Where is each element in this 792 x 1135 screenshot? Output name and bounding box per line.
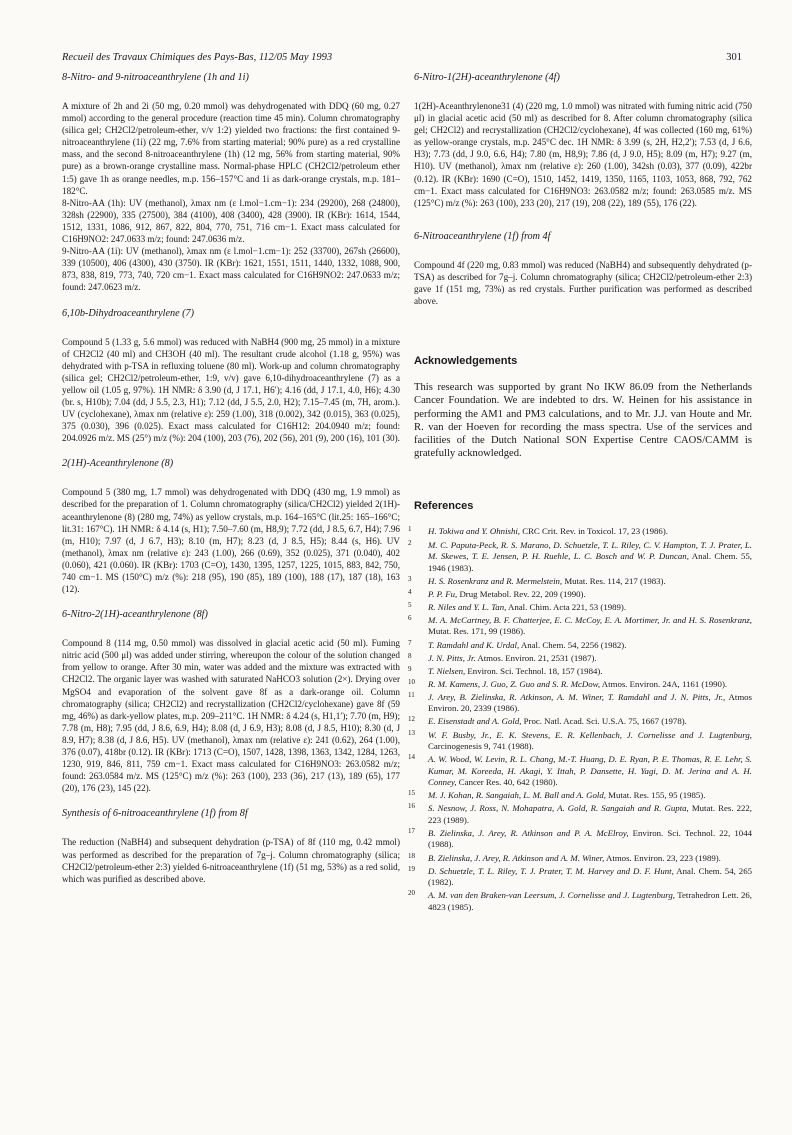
reference-authors: A. W. Wood, W. Levin, R. L. Chang, M.-T. Huang, D. E. Ryan, P. E. Thomas, R. E. Lehr, S. Kumar, M. Koreeda, H. Akagi, Y. Ittah, P. Dansette, H. Yagi, D. M. Jerina and A. H. Conney, (428, 754, 752, 788)
reference-authors: R. Niles and Y. L. Tan, (428, 601, 507, 612)
reference-authors: S. Nesnow, J. Ross, N. Mohapatra, A. Gold, R. Sangaiah and R. Gupta, (428, 803, 689, 814)
reference-source: Drug Metabol. Rev. 22, 209 (1990). (457, 588, 586, 599)
reference-number: 14 (408, 753, 415, 762)
section-title-compound-7: 6,10b-Dihydroaceanthrylene (7) (62, 307, 195, 319)
reference-number: 9 (408, 664, 412, 673)
reference-authors: T. Nielsen, (428, 665, 466, 676)
reference-authors: T. Ramdahl and K. Urdal, (428, 639, 520, 650)
reference-number: 4 (408, 587, 412, 596)
reference-item (408, 587, 752, 601)
page-number: 301 (726, 52, 742, 63)
reference-item (408, 525, 752, 538)
reference-item (408, 677, 752, 691)
reference-source: Anal. Chem. 54, 2256 (1982). (519, 639, 627, 650)
paragraph-1f-from-4f: Compound 4f (220 mg, 0.83 mmol) was reduced (NaBH4) and subsequently dehydrated (p-TSA) as described for 7g–j. Column chromatography (silica; CH2Cl2/petroleum-ether 2:3) gave 1f (151 mg, 73%) as red crystals. Further purification was performed as described above. (414, 259, 752, 307)
reference-item (408, 728, 752, 753)
reference-number: 10 (408, 677, 415, 686)
reference-number: 5 (408, 600, 412, 609)
running-header (62, 52, 742, 63)
reference-number: 19 (408, 864, 415, 873)
reference-authors: B. Zielinska, J. Arey, R. Atkinson and P. A. McElroy, (428, 827, 629, 838)
reference-authors: H. S. Rosenkranz and R. Mermelstein, (428, 575, 563, 586)
reference-authors: M. J. Kohan, R. Sangaiah, L. M. Ball and A. Gold, (428, 790, 606, 801)
reference-source: Atmos. Environ. 24A, 1161 (1990). (600, 678, 728, 689)
reference-source: Tetrahedron Lett. 26, 4823 (1985). (428, 890, 752, 912)
paragraph-compound-8f: Compound 8 (114 mg, 0.50 mmol) was dissolved in glacial acetic acid (50 ml). Fuming nitric acid (500 μl) was added under stirring, whereupon the colour of the solution changed from yellow to orange. After 30 min, water was added and the mixture was extracted with CH2Cl2. The organic layer was washed with saturated NaHCO3 solution (2×). Drying over MgSO4 and evaporation of the solvent gave 8f as a dark-orange oil. Column chromatography (silica; CH2Cl2) and recrystallization (CH2Cl2/cyclohexane) gave 8f (59 mg, 46%) as dark-yellow plates, m.p. 209–211°C. 1H NMR: δ 4.24 (s, H1,1′); 7.70 (m, H9); 7.78 (m, H8); 7.95 (dd, J 8.6, 6.9, H4); 8.08 (d, J 6.9, H3); 8.08 (d, J 8.5, H10); 8.30 (d, J 8.9, H7); 8.38 (d, J 8.6, H5). UV (methanol), λmax nm (relative ε): 241 (0.62), 264 (1.00), 376 (0.07), 418br (0.12). IR (KBr): 1713 (C=O), 1507, 1428, 1398, 1363, 1342, 1284, 1263, 1230, 919, 846, 811, 759 cm−1. Exact mass calculated for C16H9NO3: 263.0582 m/z; found: 263.0584 m/z. MS (125°C) m/z (%): 263 (100), 233 (36), 217 (13), 189 (65), 177 (20), 176 (23), 145 (22). (62, 638, 400, 794)
reference-number: 13 (408, 728, 415, 737)
reference-source: Anal. Chem. 55, 1946 (1983). (428, 551, 752, 573)
reference-authors: J. N. Pitts, Jr. (428, 652, 476, 663)
reference-number: 3 (408, 574, 412, 583)
section-title-compound-8: 2(1H)-Aceanthrylenone (8) (62, 458, 174, 470)
reference-item (408, 864, 752, 889)
reference-item (408, 826, 752, 851)
reference-number: 2 (408, 538, 412, 547)
reference-authors: J. Arey, B. Zielinska, R. Atkinson, A. M. Winer, T. Ramdahl and J. N. Pitts, Jr., (428, 691, 726, 702)
reference-source: Proc. Natl. Acad. Sci. U.S.A. 75, 1667 (1978). (521, 716, 687, 727)
reference-authors: R. M. Kamens, J. Guo, Z. Guo and S. R. McDow, (428, 678, 601, 689)
references-list (408, 525, 752, 913)
reference-item (408, 613, 752, 638)
reference-number: 8 (408, 651, 412, 660)
reference-item (408, 638, 752, 652)
acknowledgements-heading: Acknowledgements (414, 355, 518, 368)
reference-source: Atmos Environ. 20, 2339 (1986). (428, 691, 752, 714)
reference-item (408, 715, 752, 728)
reference-source: Anal. Chem. 54, 265 (1982). (428, 865, 752, 888)
reference-number: 18 (408, 851, 415, 860)
reference-source: Mutat. Res. 171, 99 (1986). (428, 626, 526, 637)
paragraph-1h-data: 8-Nitro-AA (1h): UV (methanol), λmax nm (ε l.mol−1.cm−1): 234 (29200), 268 (24800), 328sh (22900), 335 (27500), 384 (4100), 408 (3400), 428 (3900). IR (KBr): 1614, 1544, 1512, 1331, 1086, 912, 867, 822, 804, 770, 751, 716 cm−1. Exact mass calculated for C16H9NO2: 247.0633 m/z; found: 247.0636 m/z. (62, 197, 400, 245)
reference-item (408, 574, 752, 588)
journal-citation: Recueil des Travaux Chimiques des Pays-Bas, 112/05 May 1993 (62, 52, 333, 63)
reference-source: Cancer Res. 40, 642 (1980). (456, 777, 558, 788)
reference-item (408, 651, 752, 665)
reference-authors: A. M. van den Braken-van Leersum, J. Cornelisse and J. Lugtenburg, (428, 890, 675, 901)
left-column (62, 72, 400, 898)
paragraph-compound-4f: 1(2H)-Aceanthrylenone31 (4) (220 mg, 1.0 mmol) was nitrated with fuming nitric acid (750 μl) in glacial acetic acid (50 ml) as described for 8. After column chromatography (silica gel; CH2Cl2) and recrystallization (CH2Cl2/cyclohexane), 4f was collected (160 mg, 61%) as yellow-orange crystals, m.p. 245°C dec. 1H NMR: δ 3.99 (s, 2H, H2,2′); 7.53 (d, J 6.6, H3); 7.73 (dd, J 9.0, 6.6, H4); 7.80 (m, H8,9); 7.86 (d, J 9.0, H5); 8.09 (m, H7); 9.27 (m, H10). UV (methanol), λmax nm (relative ε): 260 (1.00), 342sh (0.03), 377 (0.09), 422br (0.12). IR (KBr): 1690 (C=O), 1510, 1452, 1419, 1350, 1165, 1103, 1053, 868, 792, 762 cm−1. Exact mass calculated for C16H9NO3: 263.0582 m/z; found: 263.0585 m/z. MS (125°C) m/z (%): 263 (100), 233 (20), 217 (19), 208 (22), 189 (55), 176 (22). (414, 101, 752, 208)
section-title-1f-from-8f: Synthesis of 6-nitroaceanthrylene (1f) from 8f (62, 808, 248, 820)
reference-item (408, 664, 752, 678)
paragraph-1h-1i-procedure: A mixture of 2h and 2i (50 mg, 0.20 mmol) was dehydrogenated with DDQ (60 mg, 0.27 mmol) according to the general procedure (reaction time 45 min). Column chromatography (silica gel; CH2Cl2/petroleum-ether, v/v 1:2) yielded two fractions: the first contained 9-nitroaceanthrylene (1i) (22 mg, 7.6% from starting material; 90% pure) as a red crystalline mass, and the second 8-nitroaceanthrylene (1h) (12 mg, 56% from starting material, 90% pure) as a brown-orange crystalline mass. Normal-phase HPLC (CH2Cl2/petroleum ether 1:5) gave 1h as orange needles, m.p. 156–157°C and 1i as dark-orange crystals, m.p. 181–182°C. (62, 101, 400, 196)
reference-source: Environ. Sci. Technol. 18, 157 (1984). (465, 665, 603, 676)
reference-item (408, 753, 752, 789)
reference-number: 15 (408, 789, 415, 798)
reference-number: 17 (408, 826, 415, 835)
reference-number: 11 (408, 690, 415, 699)
paragraph-1f-from-8f: The reduction (NaBH4) and subsequent dehydration (p-TSA) of 8f (110 mg, 0.42 mmol) was performed as described for the preparation of 7g–j. Column chromatography (silica; CH2Cl2/petroleum-ether 2:3) yielded 6-nitroaceanthrylene (1f) (51 mg, 53%) as a red solid, which was purified as described above. (62, 837, 400, 884)
reference-number: 6 (408, 613, 412, 622)
right-column (408, 72, 752, 915)
reference-item (408, 690, 752, 715)
reference-number: 20 (408, 889, 415, 898)
reference-source: Mutat. Res. 155, 95 (1985). (605, 790, 706, 801)
reference-authors: B. Zielinska, J. Arey, R. Atkinson and A. M. Winer, (428, 852, 605, 863)
section-title-compound-8f: 6-Nitro-2(1H)-aceanthrylenone (8f) (62, 609, 208, 621)
reference-item (408, 538, 752, 575)
reference-number: 7 (408, 638, 412, 647)
reference-source: Atmos. Environ. 21, 2531 (1987). (475, 652, 597, 663)
reference-source: Anal. Chim. Acta 221, 53 (1989). (506, 601, 627, 612)
reference-number: 1 (408, 525, 412, 534)
reference-source: Carcinogenesis 9, 741 (1988). (428, 741, 534, 752)
reference-authors: D. Schuetzle, T. L. Riley, T. J. Prater, T. M. Harvey and D. F. Hunt, (428, 865, 674, 876)
reference-authors: M. C. Paputa-Peck, R. S. Marano, D. Schuetzle, T. L. Riley, C. V. Hampton, T. J. Prater, L. M. Skewes, T. E. Jensen, P. H. Ruehle, L. C. Bosch and W. P. Duncan, (428, 539, 752, 562)
reference-item (408, 851, 752, 865)
reference-source: Environ. Sci. Technol. 22, 1044 (1988). (428, 827, 752, 850)
reference-source: Atmos. Environ. 23, 223 (1989). (604, 852, 721, 863)
reference-authors: P. P. Fu, (428, 588, 458, 599)
reference-source: Mutat. Res. 222, 223 (1989). (428, 803, 752, 825)
section-title-compound-4f: 6-Nitro-1(2H)-aceanthrylenone (4f) (414, 72, 560, 83)
reference-source: Mutat. Res. 114, 217 (1983). (562, 575, 666, 586)
reference-authors: E. Eisenstadt and A. Gold, (428, 716, 522, 727)
section-title-1h-1i: 8-Nitro- and 9-nitroaceanthrylene (1h and 1i) (62, 72, 249, 83)
references-heading: References (414, 500, 474, 513)
reference-item (408, 600, 752, 614)
reference-authors: W. F. Busby, Jr., E. K. Stevens, E. R. Kellenbach, J. Cornelisse and J. Lugtenburg, (428, 729, 752, 740)
reference-number: 12 (408, 715, 415, 724)
reference-number: 16 (408, 802, 415, 811)
reference-item (408, 802, 752, 826)
section-title-1f-from-4f: 6-Nitroaceanthrylene (1f) from 4f (414, 230, 551, 242)
paragraph-1i-data: 9-Nitro-AA (1i): UV (methanol), λmax nm (ε l.mol−1.cm−1): 252 (33700), 267sh (26600), 339 (10500), 406 (4300), 430 (3750). IR (KBr): 1621, 1551, 1511, 1440, 1332, 1088, 900, 873, 838, 819, 773, 740, 720 cm−1. Exact mass calculated for C16H9NO2: 247.0633 m/z; found: 247.0623 m/z. (62, 246, 400, 293)
reference-source: CRC Crit. Rev. in Toxicol. 17, 23 (1986). (520, 526, 668, 537)
reference-item (408, 889, 752, 913)
paragraph-compound-8: Compound 5 (380 mg, 1.7 mmol) was dehydrogenated with DDQ (430 mg, 1.9 mmol) as described for the preparation of 1. Column chromatography (silica/CH2Cl2) yielded 2(1H)-aceanthrylenone (8) (280 mg, 74%) as yellow crystals, m.p. 164–165°C (lit.25: 165–166°C; lit.31: 167°C). 1H NMR: δ 4.14 (s, H1); 7.50–7.60 (m, H8,9); 7.72 (dd, J 8.5, 6.7, H4); 7.96 (m, H10); 7.97 (d, J 6.7, H3); 8.10 (m, H7); 8.23 (d, J 8.5, H5); 8.44 (s, H6). UV (methanol), λmax nm (relative ε): 243 (1.00), 266 (0.69), 352 (0.025), 371 (0.040), 402 (0.060), 421 (0.060). IR (KBr): 1703 (C=O), 1430, 1395, 1257, 1225, 1015, 883, 842, 750, 740 cm−1. MS (150°C) m/z (%): 218 (95), 190 (85), 189 (100), 188 (17), 187 (18), 163 (12). (62, 487, 400, 595)
acknowledgements-text: This research was supported by grant No IKW 86.09 from the Netherlands Cancer Foundation. We are indebted to drs. W. Heinen for his assistance in performing the AM1 and PM3 calculations, and to Mr. J.J. van Houte and Mr. R. van der Hoeven for recording the mass spectra. Use of the services and facilities of the Dutch National SON Expertise Centre CAOS/CAMM is gratefully acknowledged. (414, 382, 752, 460)
paragraph-compound-7: Compound 5 (1.33 g, 5.6 mmol) was reduced with NaBH4 (900 mg, 25 mmol) in a mixture of CH2Cl2 (40 ml) and CH3OH (40 ml). The resultant crude alcohol (1.18 g, 95%) was dehydrated with p-TSA in refluxing toluene (80 ml). Work-up and column chromatography (silica gel; CH2Cl2/petroleum-ether, 1:9, v/v) gave 6,10-dihydroaceanthrylene (7) as a yellow oil (1.05 g, 97%). 1H NMR: δ 3.90 (d, J 17.1, H6′); 4.16 (dd, J 17.1, 4.0, H6); 4.30 (br. s, H10b); 7.04 (dd, J 5.5, 2.3, H1); 7.12 (dd, J 5.5, 2.0, H2); 7.15–7.45 (m, 7H, arom.). UV (cyclohexane), λmax nm (relative ε): 259 (1.00), 318 (0.002), 342 (0.015), 363 (0.025), 375 (0.030), 396 (0.025). Exact mass calculated for C16H12: 204.0940 m/z; found: 204.0926 m/z. MS (25°) m/z (%): 204 (100), 203 (76), 202 (56), 201 (9), 200 (16), 101 (30). (62, 336, 400, 444)
reference-item (408, 789, 752, 802)
reference-authors: H. Tokiwa and Y. Ohnishi, (428, 526, 520, 537)
reference-authors: M. A. McCartney, B. F. Chatterjee, E. C. McCoy, E. A. Mortimer, Jr. and H. S. Rosenkranz, (428, 614, 752, 625)
